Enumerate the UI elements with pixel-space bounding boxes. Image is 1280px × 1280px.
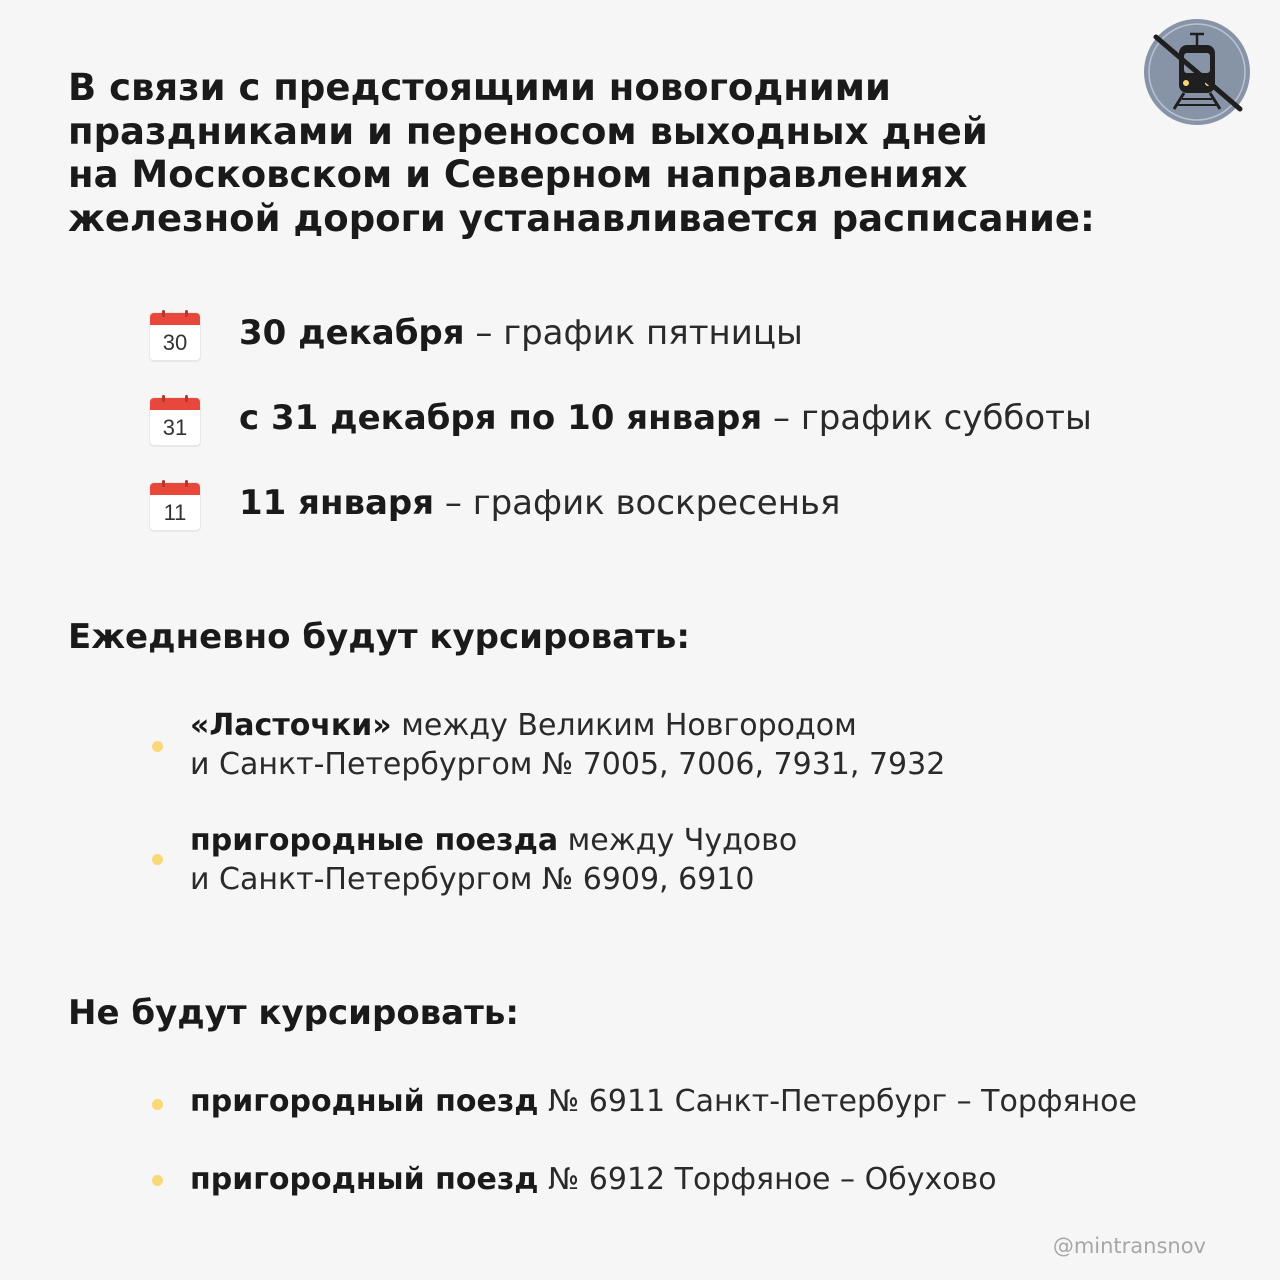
item-highlight: «Ласточки» [190, 708, 392, 743]
item-text-line2: и Санкт-Петербургом № 6909, 6910 [190, 861, 755, 897]
calendar-icon [148, 395, 202, 449]
train-logo-icon [1144, 19, 1250, 125]
schedule-type: – график воскресенья [434, 483, 841, 523]
headline-line: праздниками и переносом выходных дней [68, 109, 988, 153]
calendar-icon [148, 480, 202, 534]
bullet-icon [152, 1099, 163, 1110]
schedule-date: с 31 декабря по 10 января [239, 398, 763, 438]
item-highlight: пригородные поезда [190, 823, 559, 858]
schedule-item [148, 480, 1248, 536]
cancel-section-title: Не будут курсировать: [68, 993, 519, 1033]
item-text: между Великим Новгородом [391, 708, 857, 743]
schedule-type: – график пятницы [464, 313, 803, 353]
headline-line: железной дороги устанавливается расписание: [68, 196, 1095, 240]
headline [68, 66, 1128, 240]
item-text: № 6912 Торфяное – Обухово [538, 1162, 997, 1197]
schedule-item [148, 310, 1248, 366]
schedule-type: – график субботы [762, 398, 1092, 438]
item-text: № 6911 Санкт-Петербург – Торфяное [538, 1084, 1137, 1119]
calendar-day: 31 [162, 415, 188, 440]
headline-line: В связи с предстоящими новогодними [68, 66, 891, 109]
item-text-line2: и Санкт-Петербургом № 7005, 7006, 7931, 7932 [190, 746, 946, 782]
item-text: между Чудово [558, 823, 798, 858]
schedule-date: 11 января [239, 483, 435, 523]
daily-section-title: Ежедневно будут курсировать: [68, 617, 690, 657]
bullet-icon [152, 1175, 163, 1186]
schedule-item [148, 395, 1248, 451]
headline-line: на Московском и Северном направлениях [68, 153, 968, 196]
calendar-day: 30 [162, 330, 188, 355]
bullet-icon [152, 741, 163, 752]
bullet-icon [152, 854, 163, 865]
item-highlight: пригородный поезд [190, 1084, 539, 1119]
calendar-day: 11 [163, 500, 187, 525]
watermark-handle: @mintransnov [1052, 1234, 1206, 1258]
schedule-date: 30 декабря [239, 313, 465, 353]
item-highlight: пригородный поезд [190, 1162, 539, 1197]
calendar-icon [148, 310, 202, 364]
